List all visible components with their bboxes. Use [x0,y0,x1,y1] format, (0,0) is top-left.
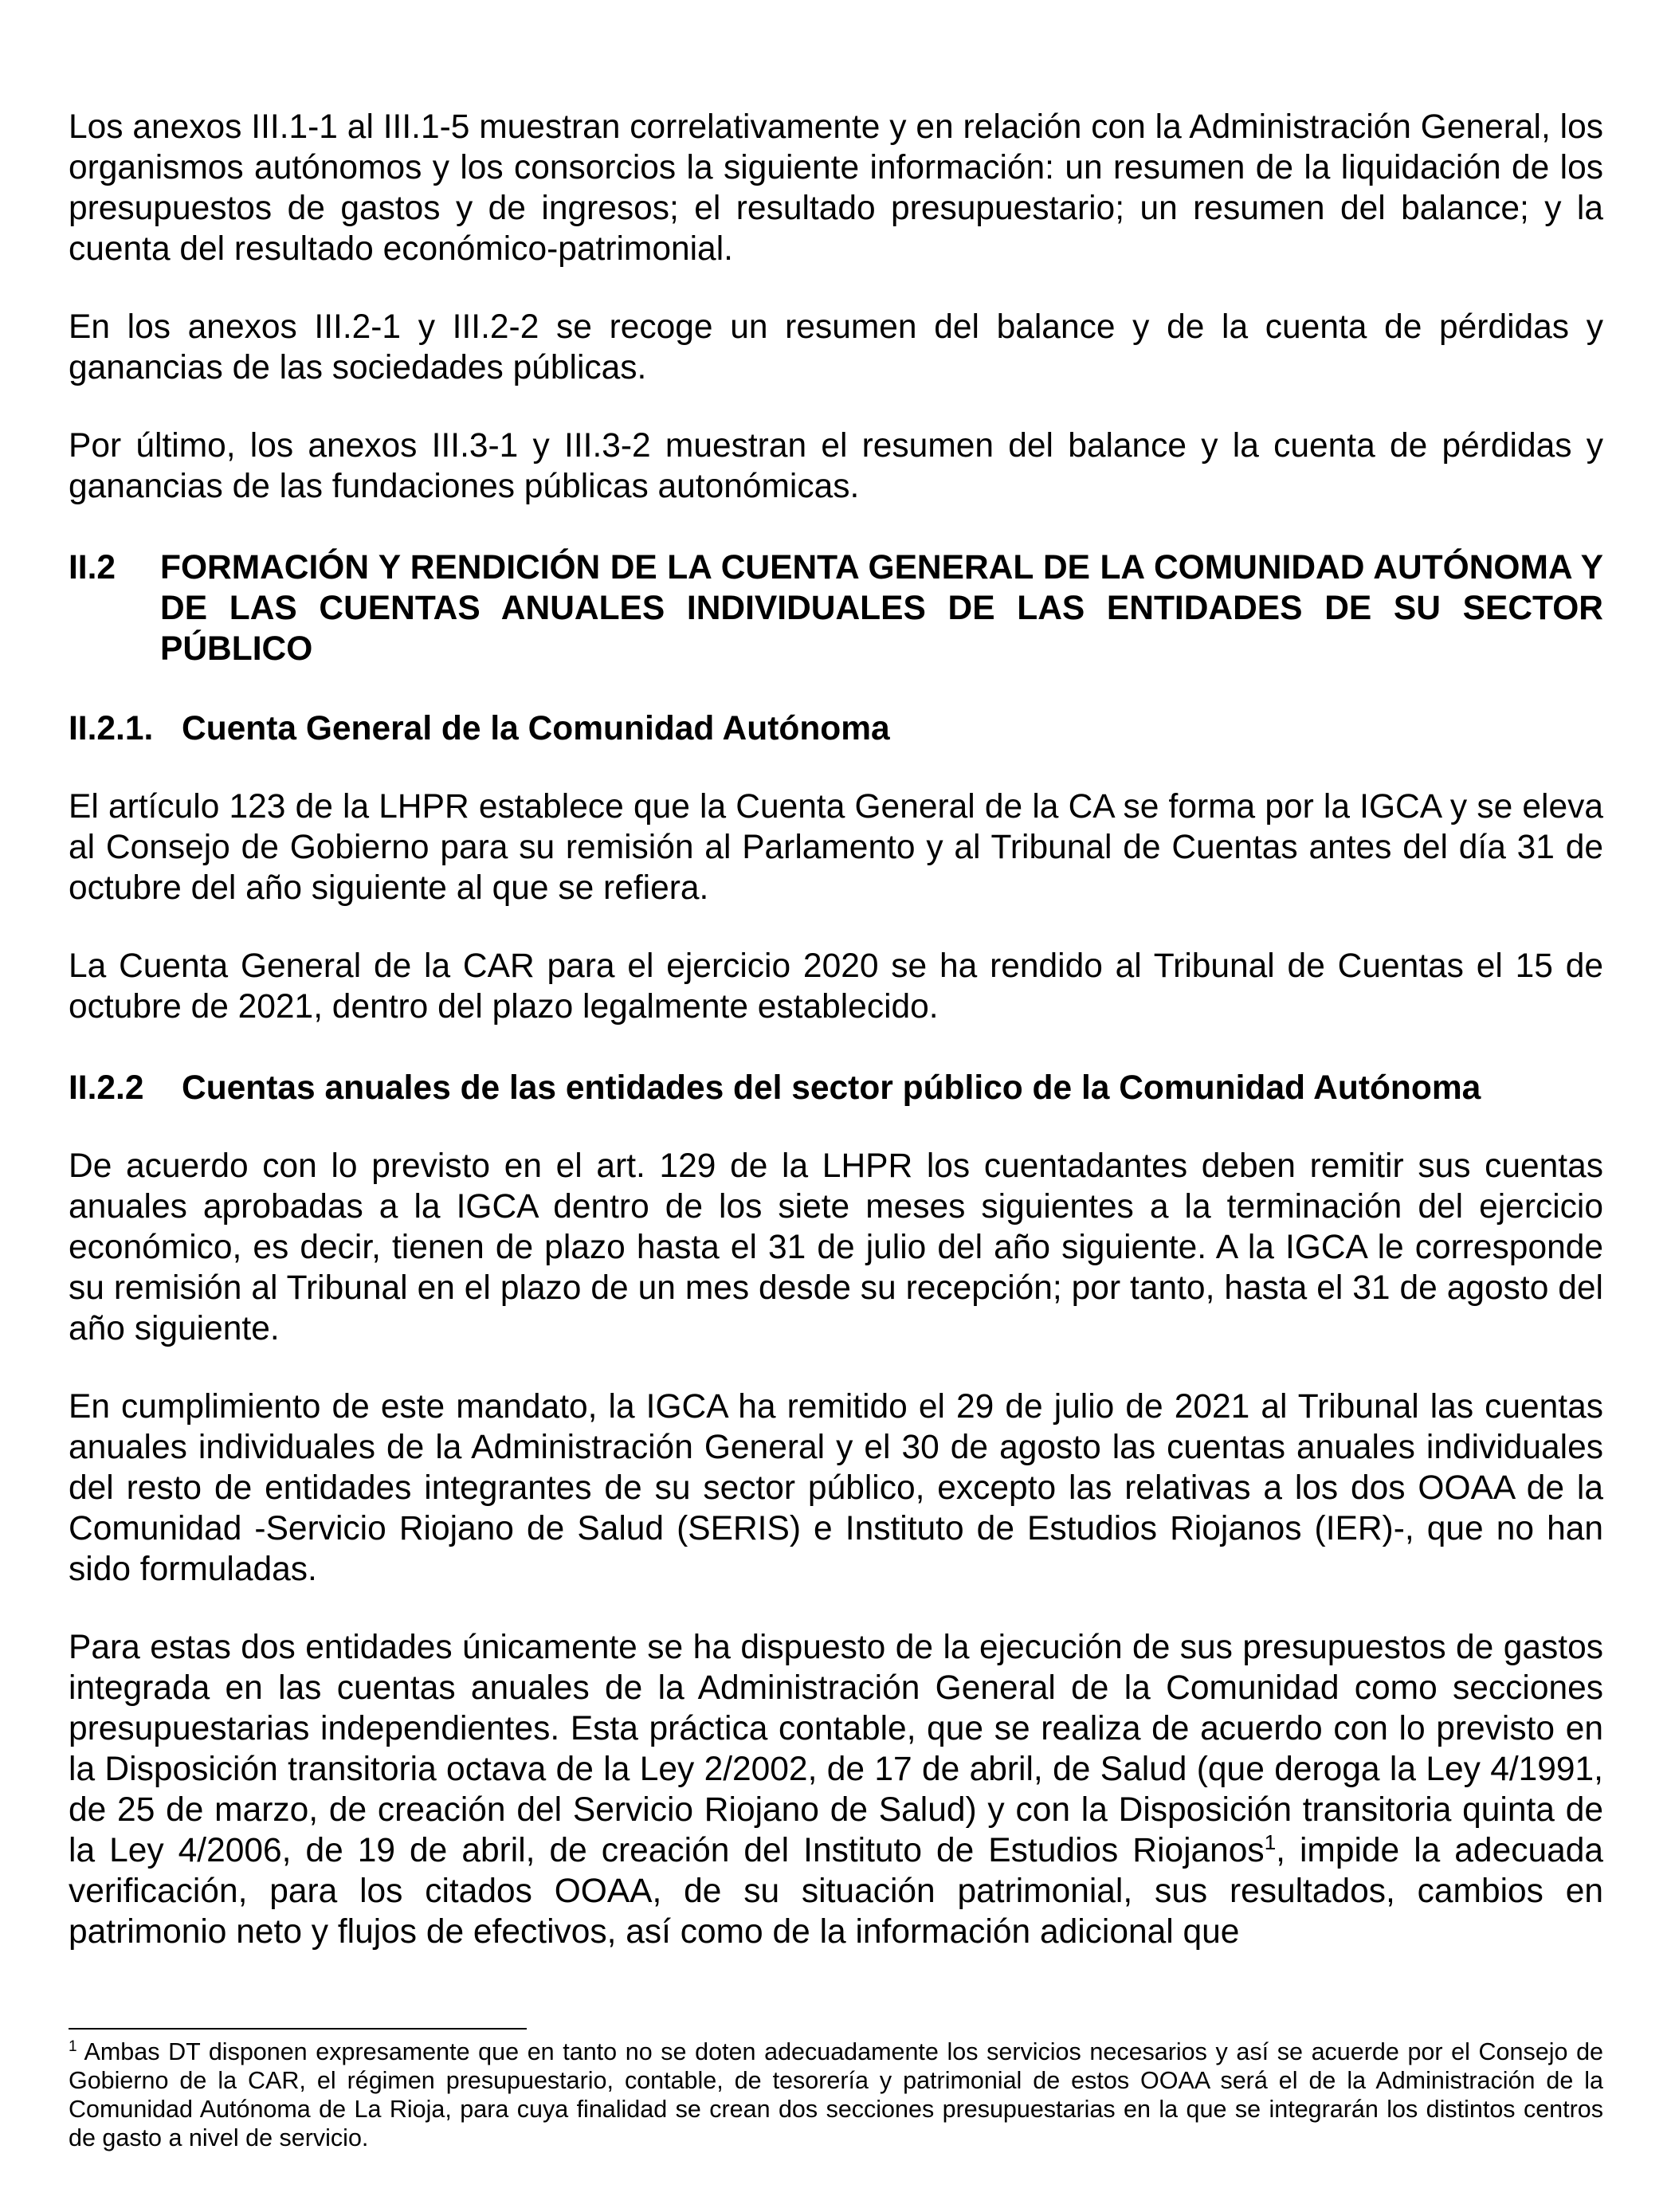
paragraph-dos-entidades [69,1627,1603,1952]
footnote [69,2037,1603,2152]
paragraph-cumplimiento-mandato: En cumplimiento de este mandato, la IGCA ha remitido el 29 de julio de 2021 al Tribunal las cuentas anuales individuales de la Administración General y el 30 de agosto las cuentas anuales individuales del resto de entidades integrantes de su sector público, excepto las relativas a los dos OOAA de la Comunidad -Servicio Riojano de Salud (SERIS) e Instituto de Estudios Riojanos (IER)-, que no han sido formuladas. [69,1388,1603,1588]
document-page [69,107,1603,1952]
paragraph-text-part-1: Para estas dos entidades únicamente se ha dispuesto de la ejecución de sus presupuestos de gastos integrada en las cuentas anuales de la Administración General de la Comunidad como secciones presupuestarias independientes. Esta práctica contable, que se realiza de acuerdo con lo previsto en la Disposición transitoria octava de la Ley 2/2002, de 17 de abril, de Salud (que deroga la Ley 4/1991, de 25 de marzo, de creación del Servicio Riojano de Salud) y con la Disposición transitoria quinta de la Ley 4/2006, de 19 de abril, de creación del Instituto de Estudios Riojanos [69,1629,1603,1869]
subsection-title: Cuentas anuales de las entidades del sector público de la Comunidad Autónoma [182,1069,1481,1107]
subsection-number: II.2.1. [69,710,154,747]
paragraph-cuenta-general-2020: La Cuenta General de la CAR para el ejercicio 2020 se ha rendido al Tribunal de Cuentas el 15 de octubre de 2021, dentro del plazo legalmente establecido. [69,947,1603,1026]
paragraph-text-part-2: , impide la adecuada verificación, para los citados OOAA, de su situación patrimonial, sus resultados, cambios en patrimonio neto y flujos de efectivos, así como de la información adicional que [69,1832,1603,1951]
section-title: FORMACIÓN Y RENDICIÓN DE LA CUENTA GENERAL DE LA COMUNIDAD AUTÓNOMA Y DE LAS CUENTAS ANUALES INDIVIDUALES DE LAS ENTIDADES DE SU SECTOR PÚBLICO [160,549,1603,668]
section-heading-ii-2-2 [69,1068,1603,1108]
subsection-title: Cuenta General de la Comunidad Autónoma [182,710,890,747]
footnote-marker: 1 [69,2037,77,2055]
intro-paragraph-anexos-iii-1: Los anexos III.1-1 al III.1-5 muestran correlativamente y en relación con la Administración General, los organismos autónomos y los consorcios la siguiente información: un resumen de la liquidación de los presupuestos de gastos y de ingresos; el resultado presupuestario; un resumen del balance; y la cuenta del resultado económico-patrimonial. [69,108,1603,268]
intro-paragraph-anexos-iii-2: En los anexos III.2-1 y III.2-2 se recoge un resumen del balance y de la cuenta de pérdidas y ganancias de las sociedades públicas. [69,308,1603,386]
subsection-number: II.2.2 [69,1069,144,1107]
footnote-reference[interactable]: 1 [1264,1830,1277,1854]
section-heading-ii-2-1 [69,708,1603,749]
section-heading-ii-2 [69,547,1603,669]
intro-paragraph-anexos-iii-3: Por último, los anexos III.3-1 y III.3-2 muestran el resumen del balance y la cuenta de pérdidas y ganancias de las fundaciones públicas autonómicas. [69,427,1603,505]
section-number: II.2 [69,549,116,586]
paragraph-articulo-123: El artículo 123 de la LHPR establece que la Cuenta General de la CA se forma por la IGCA y se eleva al Consejo de Gobierno para su remisión al Parlamento y al Tribunal de Cuentas antes del día 31 de octubre del año siguiente al que se refiera. [69,788,1603,907]
footnote-separator [69,2028,527,2030]
paragraph-art-129: De acuerdo con lo previsto en el art. 129 de la LHPR los cuentadantes deben remitir sus cuentas anuales aprobadas a la IGCA dentro de los siete meses siguientes a la terminación del ejercicio económico, es decir, tienen de plazo hasta el 31 de julio del año siguiente. A la IGCA le corresponde su remisión al Tribunal en el plazo de un mes desde su recepción; por tanto, hasta el 31 de agosto del año siguiente. [69,1147,1603,1347]
footnote-text: Ambas DT disponen expresamente que en tanto no se doten adecuadamente los servicios necesarios y así se acuerde por el Consejo de Gobierno de la CAR, el régimen presupuestario, contable, de tesorería y patrimonial de estos OOAA será el de la Administración de la Comunidad Autónoma de La Rioja, para cuya finalidad se crean dos secciones presupuestarias en la que se integrarán los distintos centros de gasto a nivel de servicio. [69,2038,1603,2151]
